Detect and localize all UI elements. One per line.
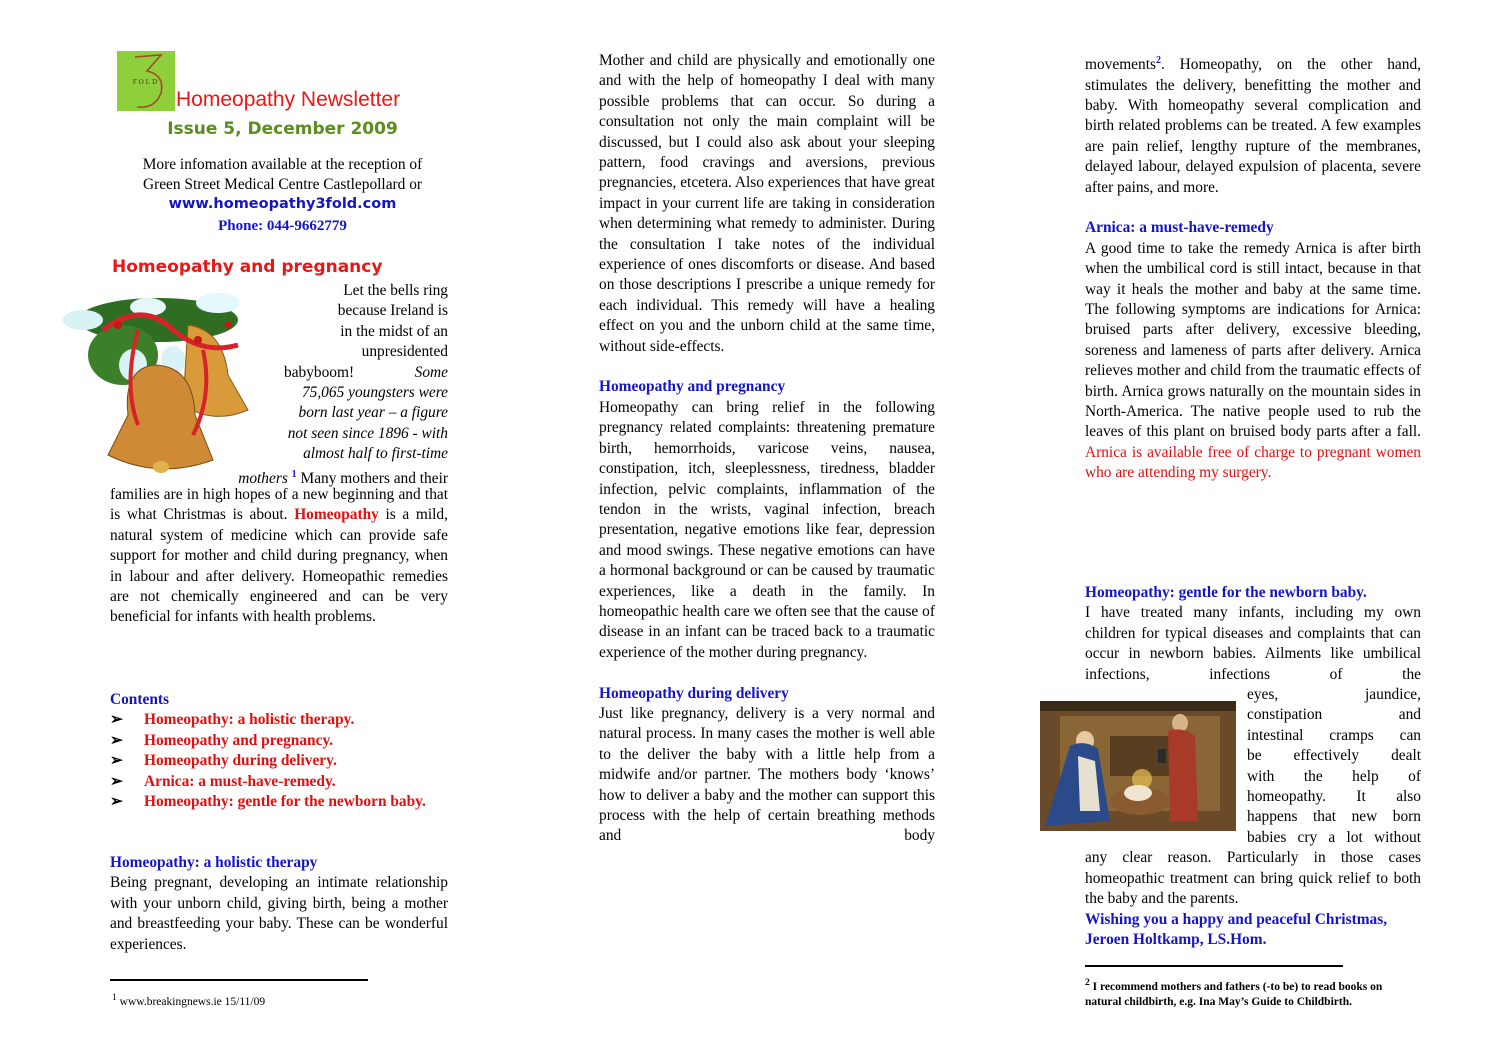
info-line-2: Green Street Medical Centre Castlepollard or [142,176,423,194]
footnote-1-text: www.breakingnews.ie 15/11/09 [119,995,266,1008]
section-title-pregnancy: Homeopathy and pregnancy [112,257,383,277]
contents-item-label: Homeopathy: gentle for the newborn baby. [144,793,426,811]
footnote-2-line-2: natural childbirth, e.g. Ina May’s Guide to Childbirth. [1085,995,1352,1008]
pregnancy-paragraph: Homeopathy can bring relief in the following pregnancy related complaints: threatening premature birth, hemorrhoids, varicose veins, nausea, constipation, itch, sleeplessness, tiredness, bladder infection, pelvic complaints, inflammation of the tendon in the wrists, vaginal infection, breach presentation, negative emotions like fear, depression and mood swings. These negative emotions can have a hormonal background or can be caused by traumatic experiences, like a death in the family. In homeopathic health care we often see that the cause of disease in an infant can be traced back to a traumatic experience of the mother during pregnancy. [599,398,935,661]
contents-item[interactable] [110,710,448,730]
contents-item[interactable] [110,731,448,751]
arrow-bullet-icon: ➢ [110,772,123,790]
footnote-1-number: 1 [112,992,117,1003]
contents-item[interactable] [110,772,448,792]
closing-wish: Wishing you a happy and peaceful Christmas, [1085,910,1388,928]
newborn-wrap-line: happens that new born [1247,808,1421,826]
contents-item-label: Homeopathy during delivery. [144,752,337,770]
consultation-paragraph: Mother and child are physically and emotionally one and with the help of homeopathy I deal with many possible problems that can occur. So during a consultation not only the main complaint will be discussed, but I could also ask about your sleeping pattern, food cravings and aversions, previous pregnancies, etcetera. Also experiences that have great impact in your current life are taking in consideration when determining what remedy to administer. During the consultation I take notes of the individual experience of ones discomforts or disease. And based on those descriptions I prescribe a unique remedy for each individual. This remedy will have a healing effect on you and the unborn child at the same time, without side-effects. [599,52,935,355]
delivery-continued-paragraph [1085,51,1421,198]
issue-line: Issue 5, December 2009 [167,119,398,139]
contents-item-label: Arnica: a must-have-remedy. [144,772,336,790]
contents-item[interactable] [110,751,448,771]
newborn-wrap-line: with the help of [1247,767,1421,785]
intro-wrap-line: Let the bells ring [343,282,448,299]
delivery-paragraph: Just like pregnancy, delivery is a very normal and natural process. In many cases the mother is well able to the deliver the baby with a little help from a midwife and/or partner. The mothers body ‘knows’ how to deliver a baby and the mother can support this process with the help of certain breathing methods and body [599,704,935,845]
intro-paragraph [110,281,448,489]
footnote-divider [110,979,368,981]
delivery-heading: Homeopathy during delivery [599,684,789,702]
many-mothers-text: Many mothers and their [300,469,448,487]
newsletter-title: Homeopathy Newsletter [176,88,401,111]
intro-body-after: is a mild, natural system of medicine which can provide safe support for mother and child during pregnancy, when in labour and after delivery. Homeopathic remedies are not chemically engineered and can be very beneficial for infants with health problems. [110,506,448,626]
newborn-wrap-line: intestinal cramps can [1247,726,1421,744]
arrow-bullet-icon: ➢ [110,793,123,811]
section-holistic [110,853,448,955]
arrow-bullet-icon: ➢ [110,731,123,749]
footnote-ref-1[interactable]: 1 [291,468,297,480]
newborn-wrap-line: babies cry a lot without [1247,828,1421,846]
column-right [1085,51,1421,484]
intro-wrap-line: because Ireland is [337,302,448,320]
footnote-2-divider [1085,965,1343,967]
nativity-scene-image [1040,701,1236,831]
signature: Jeroen Holtkamp, LS.Hom. [1085,930,1267,948]
info-text [110,155,455,196]
homeopathy-highlight: Homeopathy [294,506,379,524]
footnote-2-line-1 [1085,975,1382,995]
delivery-continued-text: . Homeopathy, on the other hand, stimulates the delivery, benefitting the mother and baby. With homeopathy several complication and birth related problems can be treated. A few examples are pain relief, lengthy rupture of the membranes, delayed labour, delayed expulsion of placenta, severe after pains, and more. [1085,56,1421,196]
contents-list [110,710,448,812]
arrow-bullet-icon: ➢ [110,752,123,770]
intro-babyboom-line [284,363,448,383]
mothers-text: mothers [238,469,288,487]
intro-body-before: families are in high hopes of a new beginning and that is what Christmas is about. [110,486,448,524]
logo-graphic [117,51,175,111]
newborn-body-bottom: any clear reason. Particularly in those cases homeopathic treatment can bring quick relief to both the baby and the parents. [1085,849,1421,908]
footnote-2-number: 2 [1085,977,1090,988]
intro-stat-line: not seen since 1896 - with [287,424,448,442]
newborn-wrap-line: eyes, jaundice, [1247,686,1421,704]
intro-wrap-line: in the midst of an [340,322,448,340]
arrow-bullet-icon: ➢ [110,711,123,729]
footnote-ref-2[interactable]: 2 [1155,55,1161,66]
contents-item[interactable] [110,792,448,812]
footnote-1 [112,990,265,1010]
logo-word: FOLD [132,78,160,86]
newborn-body-top: I have treated many infants, including my own children for typical diseases and complaints that can occur in newborn babies. Ailments like umbilical infections, infections of the [1085,604,1421,683]
arnica-heading: Arnica: a must-have-remedy [1085,219,1274,237]
holistic-heading: Homeopathy: a holistic therapy [110,854,318,871]
arnica-body: A good time to take the remedy Arnica is after birth when the umbilical cord is still intact, because in that way it heals the mother and baby at the same time. The following symptoms are indications for Arnica: bruised parts after delivery, excessive bleeding, soreness and lameness of parts after delivery. Arnica relieves mother and child from the traumatic effects of birth. Arnica grows naturally on the mountain sides in North-America. The native people used to rub the leaves of this plant on bruised body parts after a fall. [1085,239,1421,441]
holistic-body: Being pregnant, developing an intimate relationship with your unborn child, giving birth, being a mother and breastfeeding your baby. These can be wonderful experiences. [110,874,448,953]
contents-item-label: Homeopathy: a holistic therapy. [144,711,355,729]
arnica-free-notice: Arnica is available free of charge to pregnant women who are attending my surgery. [1085,443,1421,482]
newborn-wrap-line: be effectively dealt [1247,747,1421,765]
contents-item-label: Homeopathy and pregnancy. [144,731,334,749]
intro-stat-line: almost half to first-time [303,445,448,463]
contents-heading: Contents [110,691,169,708]
intro-stat-line: born last year – a figure [298,404,448,422]
logo-3fold [117,51,175,111]
intro-wrap-line: unpresidented [361,343,448,361]
website-link[interactable]: www.homeopathy3fold.com [168,196,397,212]
newborn-heading: Homeopathy: gentle for the newborn baby. [1085,584,1367,601]
movements-text: movements [1085,56,1156,74]
phone-number: Phone: 044-9662779 [218,218,347,234]
some-text: Some [414,363,448,381]
babyboom-text: babyboom! [284,363,355,381]
newborn-wrap-line: constipation and [1247,706,1421,724]
arnica-paragraph [1085,239,1421,484]
intro-stat-line: 75,065 youngsters were [301,384,448,402]
footnote-2 [1085,975,1382,1010]
footnote-2-text-1: I recommend mothers and fathers (-to be) to read books on [1092,980,1383,993]
intro-body [110,485,448,628]
column-middle [599,51,935,847]
table-of-contents [110,690,448,812]
newborn-wrap-block [1247,685,1421,848]
pregnancy-heading: Homeopathy and pregnancy [599,378,786,396]
newborn-wrap-line: homeopathy. It also [1247,788,1421,806]
info-line-1: More infomation available at the reception of [142,156,423,173]
